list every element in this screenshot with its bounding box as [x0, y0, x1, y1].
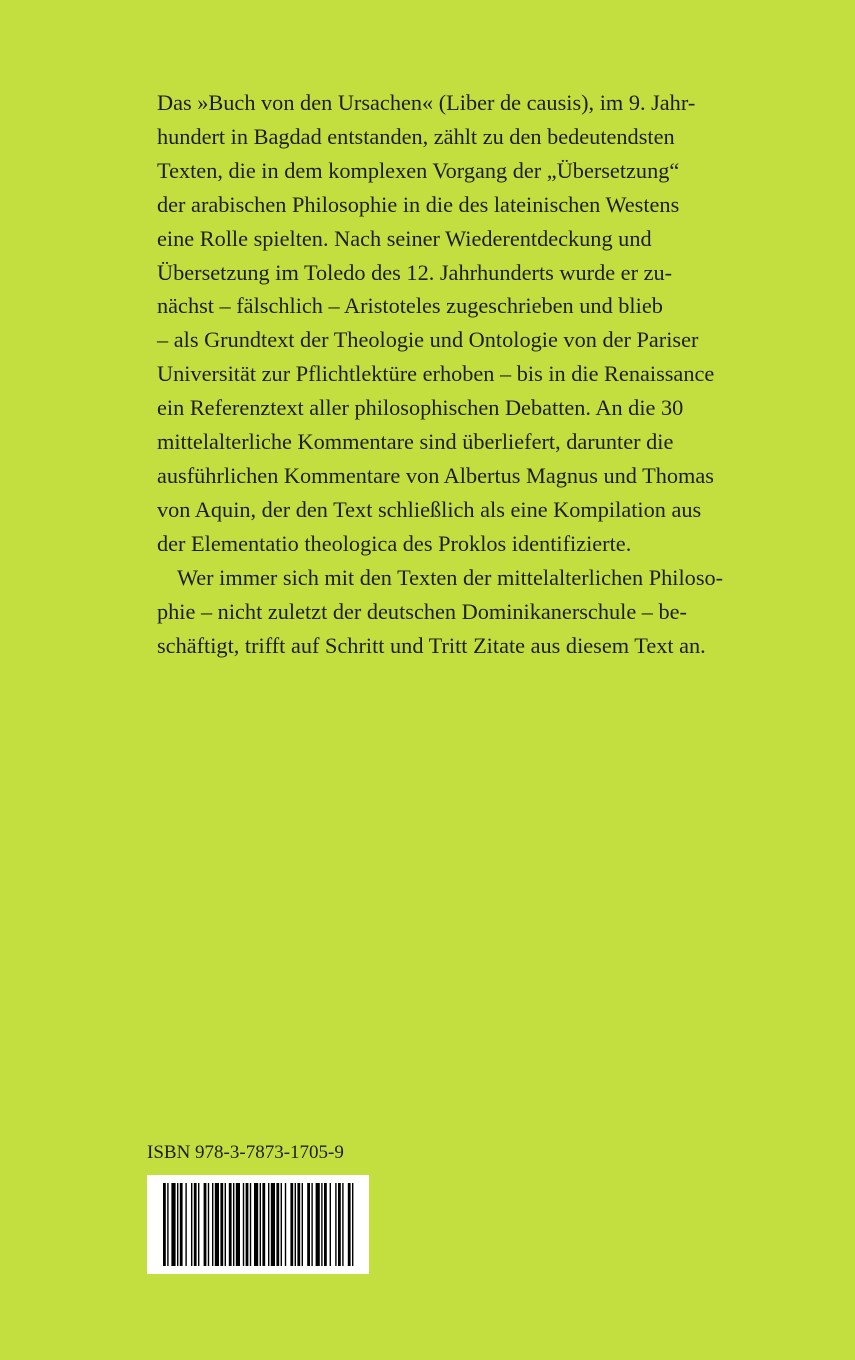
barcode-bar: [246, 1183, 249, 1266]
barcode-bar: [254, 1183, 258, 1266]
barcode-bar: [271, 1183, 275, 1266]
barcode-bar: [295, 1183, 296, 1266]
barcode-bar: [236, 1183, 240, 1266]
barcode-bar: [290, 1183, 293, 1266]
blurb-line: der Elementatio theologica des Proklos identifizierte.: [157, 530, 632, 556]
blurb-line: nächst – fälschlich – Aristoteles zugeschrieben und blieb: [157, 293, 663, 319]
blurb-line: ausführlichen Kommentare von Albertus Magnus und Thomas: [157, 462, 714, 488]
barcode-bar: [185, 1183, 186, 1266]
barcode-bar: [348, 1183, 351, 1266]
barcode-bar: [321, 1183, 322, 1266]
blurb-line: ein Referenztext aller philosophischen Debatten. An die 30: [157, 395, 684, 421]
barcode-icon: [147, 1175, 369, 1274]
barcode-bar: [335, 1183, 336, 1266]
barcode-bar: [229, 1183, 232, 1266]
blurb-text: [157, 86, 777, 662]
barcode-bar: [330, 1183, 331, 1266]
blurb-line: Wer immer sich mit den Texten der mittelalterlichen Philoso-: [177, 564, 724, 590]
blurb-line: eine Rolle spielten. Nach seiner Wiederentdeckung und: [157, 225, 652, 251]
barcode-bar: [260, 1183, 261, 1266]
blurb-line: Übersetzung im Toledo des 12. Jahrhunderts wurde er zu-: [157, 259, 673, 285]
barcode-bar: [307, 1183, 310, 1266]
blurb-line: phie – nicht zuletzt der deutschen Dominikanerschule – be-: [157, 598, 687, 624]
blurb-line: hundert in Bagdad entstanden, zählt zu den bedeutendsten: [157, 123, 675, 149]
isbn-label: ISBN 978-3-7873-1705-9: [147, 1142, 344, 1163]
barcode-bar: [225, 1183, 226, 1266]
barcode-bar: [250, 1183, 251, 1266]
barcode: [147, 1175, 369, 1274]
barcode-bar: [243, 1183, 244, 1266]
barcode-bar: [167, 1183, 168, 1266]
blurb-line: der arabischen Philosophie in die des lateinischen Westens: [157, 191, 680, 217]
barcode-bar: [180, 1183, 183, 1266]
barcode-bar: [311, 1183, 312, 1266]
blurb-line: Universität zur Pflichtlektüre erhoben – bis in die Renaissance: [157, 361, 715, 387]
blurb-line: mittelalterliche Kommentare sind überliefert, darunter die: [157, 429, 674, 455]
blurb-line: von Aquin, der den Text schließlich als eine Kompilation aus: [157, 496, 702, 522]
blurb-line: Das »Buch von den Ursachen« (Liber de causis), im 9. Jahr-: [157, 90, 696, 115]
barcode-bar: [215, 1183, 219, 1266]
barcode-bar: [262, 1183, 265, 1266]
barcode-bar: [194, 1183, 197, 1266]
barcode-bar: [198, 1183, 199, 1266]
barcode-bar: [297, 1183, 300, 1266]
barcode-bar: [302, 1183, 303, 1266]
barcode-bar: [316, 1183, 320, 1266]
barcode-bar: [191, 1183, 192, 1266]
blurb-line: Texten, die in dem komplexen Vorgang der „Übersetzung“: [157, 157, 680, 183]
barcode-bar: [281, 1183, 282, 1266]
blurb-line: – als Grundtext der Theologie und Ontologie von der Pariser: [157, 327, 699, 353]
barcode-bar: [338, 1183, 341, 1266]
barcode-bar: [233, 1183, 234, 1266]
blurb-line: schäftigt, trifft auf Schritt und Tritt Zitate aus diesem Text an.: [157, 632, 706, 658]
barcode-bar: [177, 1183, 178, 1266]
barcode-bar: [352, 1183, 353, 1266]
barcode-bar: [342, 1183, 343, 1266]
barcode-bar: [268, 1183, 269, 1266]
barcode-bar: [163, 1183, 166, 1266]
barcode-bar: [276, 1183, 279, 1266]
barcode-bar: [324, 1183, 327, 1266]
barcode-bar: [212, 1183, 213, 1266]
barcode-bar: [208, 1183, 209, 1266]
barcode-bar: [171, 1183, 175, 1266]
barcode-bar: [285, 1183, 286, 1266]
barcode-bar: [204, 1183, 207, 1266]
barcode-bar: [220, 1183, 223, 1266]
